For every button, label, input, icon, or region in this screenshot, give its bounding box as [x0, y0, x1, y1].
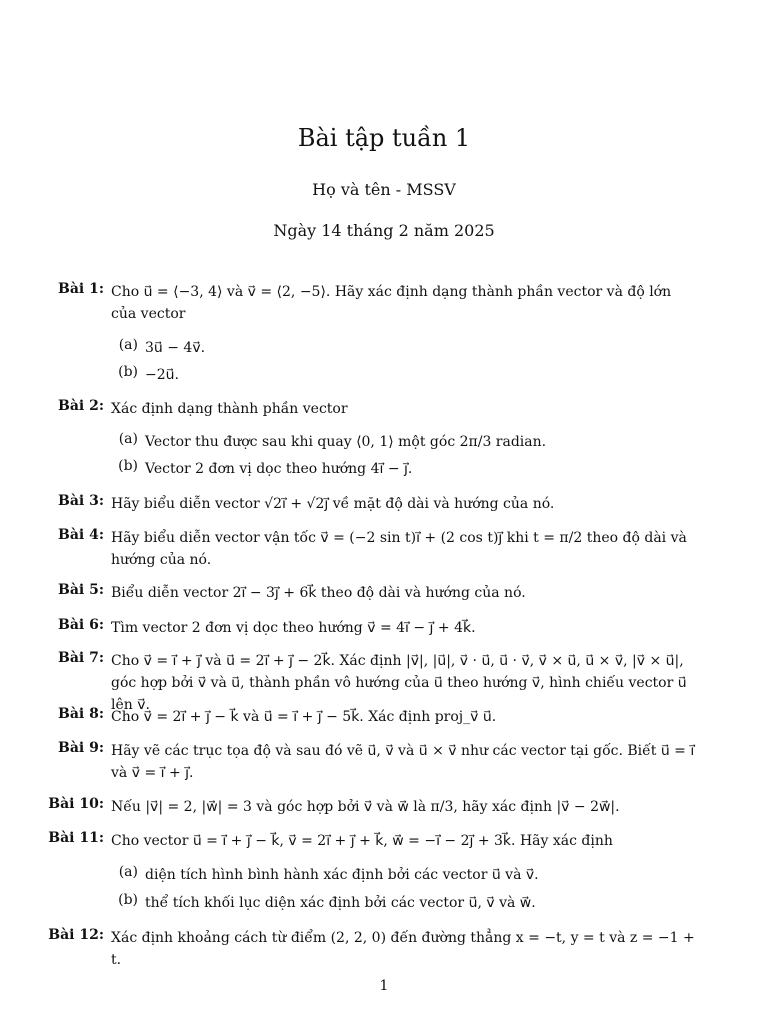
problem-text: Cho v⃗ = i⃗ + j⃗ và u⃗ = 2i⃗ + j⃗ − 2k⃗. Xác định |v⃗|, |u⃗|, v⃗ · u⃗, u⃗ · v⃗, v⃗ × u⃗, u⃗ × v⃗, |v⃗ × u⃗|, góc hợp bởi v⃗ và u⃗, thành phần vô hướng của u⃗ theo hướng v⃗, hình chiếu vector u⃗ lên v⃗. [111, 653, 687, 713]
part-label: (a) [118, 864, 138, 880]
problem-label: Bài 7: [57, 650, 104, 666]
author-line: Họ và tên - MSSV [312, 180, 456, 199]
part-label: (a) [118, 337, 138, 353]
problem-text: Cho u⃗ = ⟨−3, 4⟩ và v⃗ = ⟨2, −5⟩. Hãy xác định dạng thành phần vector và độ lớn của vector [111, 284, 672, 322]
date-line: Ngày 14 tháng 2 năm 2025 [273, 221, 495, 240]
problem-text: Cho vector u⃗ = i⃗ + j⃗ − k⃗, v⃗ = 2i⃗ + j⃗ + k⃗, w⃗ = −i⃗ − 2j⃗ + 3k⃗. Hãy xác định [111, 833, 613, 849]
part-label: (a) [118, 431, 138, 447]
part-text: 3u⃗ − 4v⃗. [145, 340, 206, 356]
problem-text: Xác định dạng thành phần vector [111, 401, 348, 417]
problem-text: Xác định khoảng cách từ điểm (2, 2, 0) đến đường thẳng x = −t, y = t và z = −1 + t. [111, 930, 695, 968]
problem-label: Bài 6: [57, 617, 104, 633]
part-text: −2u⃗. [145, 367, 179, 383]
document-title: Bài tập tuần 1 [297, 124, 471, 152]
problem-text: Nếu |v⃗| = 2, |w⃗| = 3 và góc hợp bởi v⃗ và w⃗ là π/3, hãy xác định |v⃗ − 2w⃗|. [111, 799, 620, 815]
part-text: diện tích hình bình hành xác định bởi các vector u⃗ và v⃗. [145, 867, 539, 883]
problem-label: Bài 3: [57, 493, 104, 509]
problem-label: Bài 12: [48, 927, 104, 943]
problem-text: Hãy biểu diễn vector vận tốc v⃗ = (−2 sin t)i⃗ + (2 cos t)j⃗ khi t = π/2 theo độ dài và hướng của nó. [111, 530, 687, 568]
problem-text: Hãy vẽ các trục tọa độ và sau đó vẽ u⃗, v⃗ và u⃗ × v⃗ như các vector tại gốc. Biết u⃗ = i⃗ và v⃗ = i⃗ + j⃗. [111, 743, 695, 781]
problem-label: Bài 4: [57, 527, 104, 543]
part-label: (b) [118, 458, 138, 474]
part-label: (b) [118, 892, 138, 908]
problem-text: Tìm vector 2 đơn vị dọc theo hướng v⃗ = 4i⃗ − j⃗ + 4k⃗. [111, 620, 476, 636]
problem-label: Bài 2: [57, 398, 104, 414]
problem-label: Bài 5: [57, 582, 104, 598]
problem-text: Biểu diễn vector 2i⃗ − 3j⃗ + 6k⃗ theo độ dài và hướng của nó. [111, 585, 526, 601]
problem-label: Bài 9: [57, 740, 104, 756]
page-number: 1 [379, 978, 389, 994]
part-text: thể tích khối lục diện xác định bởi các vector u⃗, v⃗ và w⃗. [145, 895, 536, 911]
part-text: Vector 2 đơn vị dọc theo hướng 4i⃗ − j⃗. [145, 461, 413, 477]
problem-label: Bài 10: [48, 796, 104, 812]
problem-label: Bài 11: [48, 830, 104, 846]
part-label: (b) [118, 364, 138, 380]
part-text: Vector thu được sau khi quay ⟨0, 1⟩ một góc 2π/3 radian. [145, 434, 547, 450]
problem-label: Bài 8: [57, 706, 104, 722]
problem-text: Cho v⃗ = 2i⃗ + j⃗ − k⃗ và u⃗ = i⃗ + j⃗ − 5k⃗. Xác định proj_v⃗ u⃗. [111, 709, 497, 725]
problem-text: Hãy biểu diễn vector √2i⃗ + √2j⃗ về mặt độ dài và hướng của nó. [111, 496, 555, 512]
problem-label: Bài 1: [57, 281, 104, 297]
